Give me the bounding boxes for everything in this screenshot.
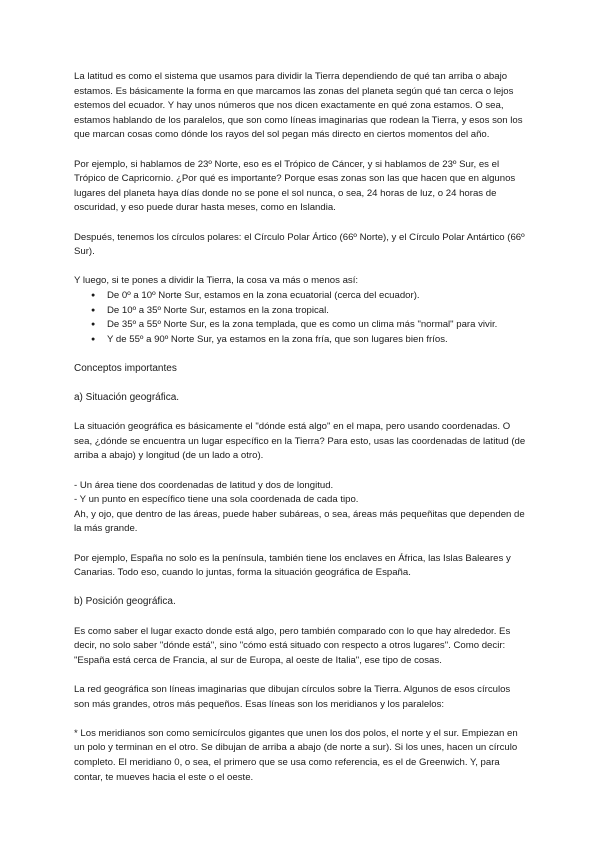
paragraph-situacion: La situación geográfica es básicamente el "dónde está algo" en el mapa, pero usando coordenadas. O sea, ¿dónde se encuentra un lugar específico en la Tierra? Para esto, usas las coordenadas de latitud (de arriba a abajo) y longitud (de un lado a otro). [74,421,526,462]
list-item: ● De 0º a 10º Norte Sur, estamos en la zona ecuatorial (cerca del ecuador). [91,289,526,304]
paragraph-posicion: Es como saber el lugar exacto donde está algo, pero también comparado con lo que hay alrededor. Es decir, no solo saber "dónde está", sino "cómo está situado con respecto a otros lugares". Como decir: "España está cerca de Francia, al sur de Europa, al oeste de Italia", ese tipo de cosas. [74,625,511,666]
list-item: ● De 10º a 35º Norte Sur, estamos en la zona tropical. [91,304,526,319]
heading-posicion: b) Posición geográfica. [74,596,176,608]
paragraph-circulos-polares: Después, tenemos los círculos polares: el Círculo Polar Ártico (66º Norte), y el Círculo Polar Antártico (66º Sur). [74,231,525,258]
paragraph-tropicos: Por ejemplo, si hablamos de 23º Norte, eso es el Trópico de Cáncer, y si hablamos de 23º Sur, es el Trópico de Capricornio. ¿Por qué es importante? Porque esas zonas son las que hacen que en algunos lugares del planeta haya días donde no se pone el sol nunca, o sea, 24 horas de luz, o 24 horas de oscuridad, y eso puede durar hasta meses, como en Islandia. [74,158,516,214]
paragraph-latitud: La latitud es como el sistema que usamos para dividir la Tierra dependiendo de qué tan arriba o abajo estamos. Es básicamente la forma en que marcamos las zonas del planeta según qué tan cerca o lejos estemos del ecuador. Y hay unos números que nos dicen exactamente en qué zona estamos. O sea, estamos hablando de los paralelos, que son como líneas imaginarias que rodean la Tierra, y esos son los que marcan cosas como dónde los rayos del sol pegan más directo en ciertos momentos del año. [74,71,523,141]
paragraph-meridianos: * Los meridianos son como semicírculos gigantes que unen los dos polos, el norte y el sur. Empiezan en un polo y terminan en el otro. Se dibujan de arriba a abajo (de norte a sur). Si los unes, hacen un círculo completo. El meridiano 0, o sea, el primero que se usa como referencia, es el de Greenwich. Y, para contar, te mueves hacia el este o el oeste. [74,727,518,783]
paragraph-division: Y luego, si te pones a dividir la Tierra, la cosa va más o menos así: [74,275,359,287]
heading-situacion: a) Situación geográfica. [74,392,180,404]
line-area: - Un área tiene dos coordenadas de latitud y dos de longitud. [74,479,334,491]
section-title: Conceptos importantes [74,362,177,374]
zones-list [74,289,526,347]
line-punto: - Y un punto en específico tiene una sola coordenada de cada tipo. [74,494,359,506]
paragraph-espana: Por ejemplo, España no solo es la península, también tiene los enclaves en África, las Islas Baleares y Canarias. Todo eso, cuando lo juntas, forma la situación geográfica de España. [74,552,511,579]
list-item: ● Y de 55º a 90º Norte Sur, ya estamos en la zona fría, que son lugares bien fríos. [91,333,526,348]
list-item: ● De 35º a 55º Norte Sur, es la zona templada, que es como un clima más "normal" para vivir. [91,318,526,333]
line-subareas: Ah, y ojo, que dentro de las áreas, puede haber subáreas, o sea, áreas más pequeñitas que dependen de la más grande. [74,508,525,535]
paragraph-red-geografica: La red geográfica son líneas imaginarias que dibujan círculos sobre la Tierra. Algunos de esos círculos son más grandes, otros más pequeños. Esas líneas son los meridianos y los paralelos: [74,683,511,710]
